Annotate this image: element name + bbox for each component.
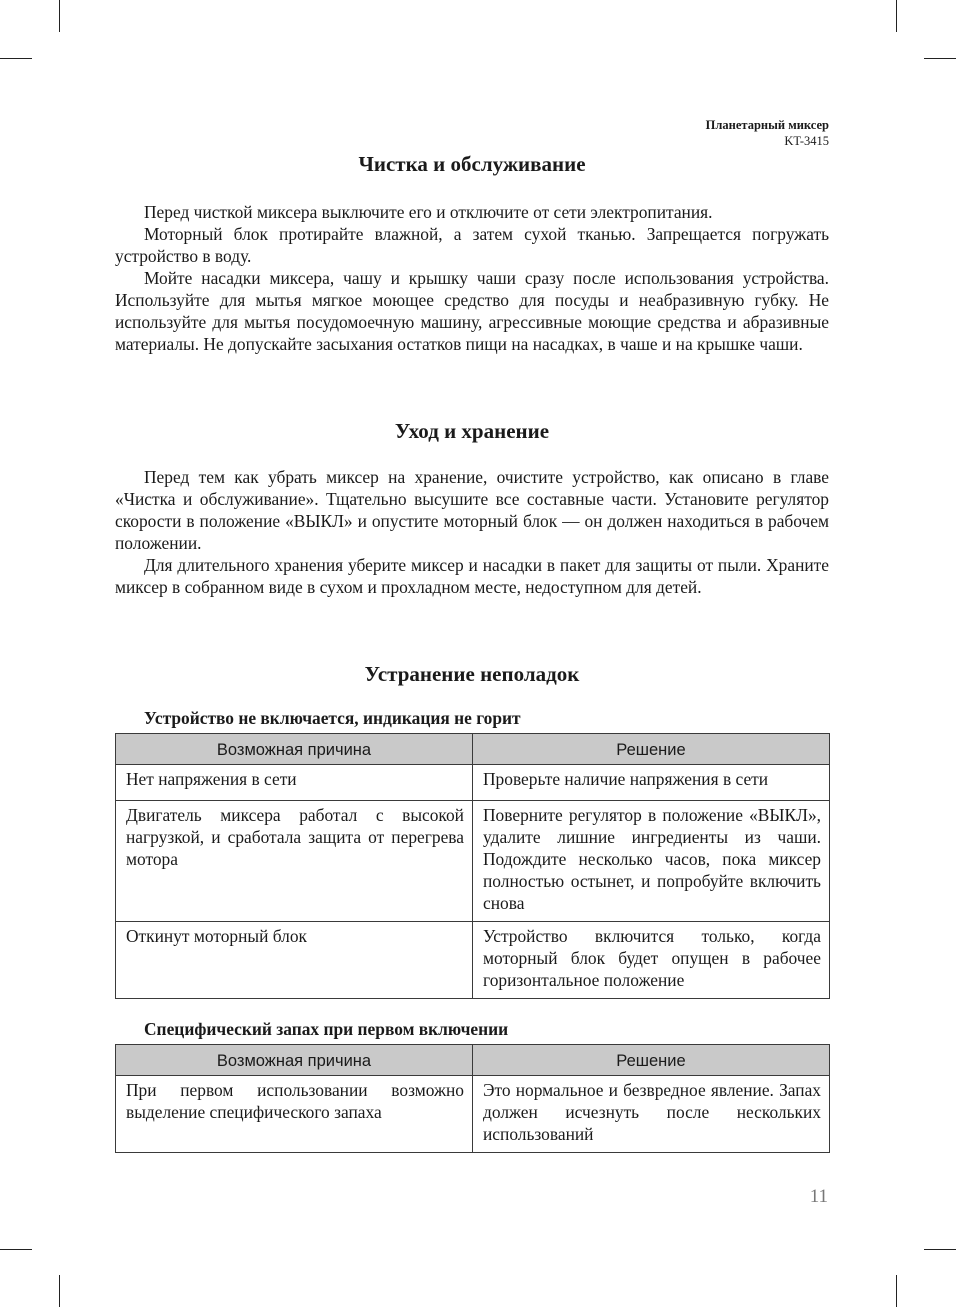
column-header-cause: Возможная причина <box>116 734 473 765</box>
solution-cell: Устройство включится только, когда моторный блок будет опущен в рабочее горизонтальное положение <box>473 922 830 999</box>
section-troubleshooting <box>115 660 829 1153</box>
paragraph: Перед тем как убрать миксер на хранение, очистите устройство, как описано в главе «Чистка и обслуживание». Тщательно высушите все составные части. Установите регулятор скорости в положение «ВЫКЛ» и опустите моторный блок — он должен находиться в рабочем положении. <box>115 467 829 553</box>
crop-mark <box>59 0 60 32</box>
crop-mark <box>896 1275 897 1307</box>
problem-title: Устройство не включается, индикация не горит <box>144 708 521 728</box>
paragraph: Мойте насадки миксера, чашу и крышку чаши сразу после использования устройства. Используйте для мытья мягкое моющее средство для посуды и неабразивную губку. Не используйте для мытья посудомоечную машину, агрессивные моющие средства и абразивные материалы. Не допускайте засыхания остатков пищи на насадках, в чаше и на крышке чаши. <box>115 268 829 354</box>
troubleshooting-table-1 <box>115 733 830 999</box>
section-title-storage: Уход и хранение <box>394 419 550 443</box>
header-model-code: KT-3415 <box>784 134 829 148</box>
header-model-name: Планетарный миксер <box>705 118 829 132</box>
running-header <box>706 117 829 149</box>
section-title-cleaning: Чистка и обслуживание <box>358 152 586 176</box>
cause-cell: Нет напряжения в сети <box>116 765 473 801</box>
crop-mark <box>59 1275 60 1307</box>
crop-mark <box>0 58 32 59</box>
table-row <box>116 922 830 999</box>
troubleshooting-table-2 <box>115 1044 830 1153</box>
paragraph: Перед чисткой миксера выключите его и отключите от сети электропитания. <box>144 202 713 222</box>
table-row <box>116 765 830 801</box>
column-header-solution: Решение <box>473 1045 830 1076</box>
solution-cell: Поверните регулятор в положение «ВЫКЛ», удалите лишние ингредиенты из чаши. Подождите несколько часов, пока миксер полностью остынет, и попробуйте включить снова <box>473 801 830 922</box>
cause-cell: Откинут моторный блок <box>116 922 473 999</box>
section-storage <box>115 417 829 598</box>
crop-mark <box>0 1249 32 1250</box>
section-cleaning <box>115 150 829 355</box>
crop-mark <box>924 58 956 59</box>
table-header-row <box>116 1045 830 1076</box>
paragraph: Для длительного хранения уберите миксер и насадки в пакет для защиты от пыли. Храните миксер в собранном виде в сухом и прохладном месте, недоступном для детей. <box>115 555 829 597</box>
cause-cell: При первом использовании возможно выделение специфического запаха <box>116 1076 473 1153</box>
section-title-troubleshooting: Устранение неполадок <box>364 662 580 686</box>
problem-title: Специфический запах при первом включении <box>144 1019 509 1039</box>
crop-mark <box>896 0 897 32</box>
page-content <box>115 150 829 1153</box>
solution-cell: Это нормальное и безвредное явление. Запах должен исчезнуть после нескольких использований <box>473 1076 830 1153</box>
paragraph: Моторный блок протирайте влажной, а затем сухой тканью. Запрещается погружать устройство в воду. <box>115 224 829 266</box>
crop-mark <box>924 1249 956 1250</box>
solution-cell: Проверьте наличие напряжения в сети <box>473 765 830 801</box>
column-header-solution: Решение <box>473 734 830 765</box>
table-row <box>116 1076 830 1153</box>
table-header-row <box>116 734 830 765</box>
column-header-cause: Возможная причина <box>116 1045 473 1076</box>
table-row <box>116 801 830 922</box>
cause-cell: Двигатель миксера работал с высокой нагрузкой, и сработала защита от перегрева мотора <box>116 801 473 922</box>
page-number: 11 <box>809 1186 828 1207</box>
